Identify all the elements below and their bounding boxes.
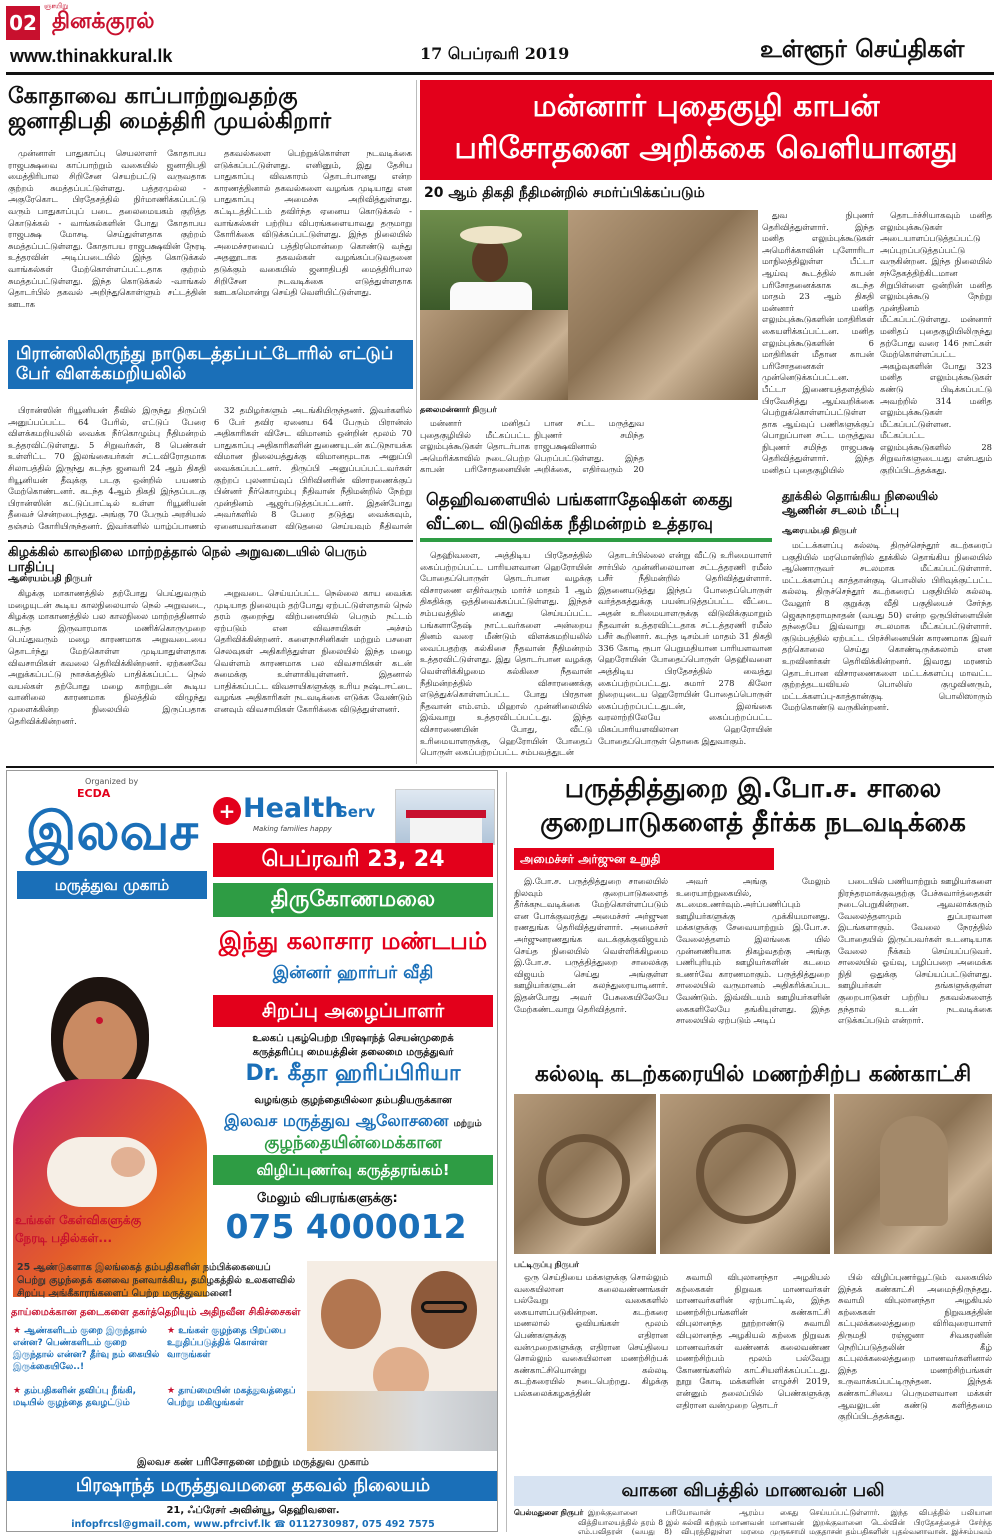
ad-offer2-row (213, 1111, 493, 1132)
story3-headline: கிழக்கில் காலநிலை மாற்றத்தால் நெல் அறுவடையில் பெரும் பாதிப்பு (8, 540, 413, 576)
ad-questions-box (7, 1209, 197, 1253)
masthead-logo (44, 2, 194, 42)
sand-byline: பட்டிருப்பு நிருபர் (514, 1260, 579, 1269)
ad-building-photo (395, 789, 495, 845)
doctor-bindi (96, 1017, 103, 1024)
dehiwala-headline-line2: வீட்டை விடுவிக்க நீதிமன்றம் உத்தரவு (426, 514, 713, 533)
ad-taglines (17, 1261, 317, 1300)
ad-offer1: வழங்கும் குழந்தையில்லா தம்பதியருக்கான (254, 1095, 452, 1106)
mannar-col1: மன்னார் மனிதப் புதைகுழியில் மீட்கப்பட்ட எலும்புக்கூடுகள் தொடர்பாக அமெரிக்காவில் நடைபெற்ற காபன் பரிசோதனையின் (420, 418, 530, 475)
hanging-headline-line2: ஆணின் சடலம் மீட்பு (782, 502, 899, 517)
star-icon: ★ (167, 1386, 179, 1396)
cotton-col2: அவர் அங்கு மேலும் உரையாற்றுகையில், கடமைஉணர்வும்.அர்ப்பணிப்பும் ஊழியர்களுக்கு முக்கியமானது. மக்களுக்கு சேவையாற்றும் இ.போ.ச. வேலைத்தளம் இலங்கை யில் முன்னணியாக திகழ்வதற்கு அங்கு பணிபுரியும் ஊழியர்களின் கடமை உணர்வே காரணமாகும். பருத்தித்துறை சாலையில் வருமானம் அதிகரிக்கப்பட வேண்டும். இவ்விடயம் ஊழியர்களின் கைகளிலேயே தங்கியுள்ளது. இந்த சாலையில் ஏற்படும் அடிப் (676, 876, 830, 1026)
story3-byline: ஆரையம்பதி நிருபர் (8, 574, 92, 584)
family-clothes (307, 1391, 497, 1451)
baby-face (111, 1147, 145, 1177)
ad-organizer-brand: ECDA (77, 787, 111, 800)
mannar-photo-wide (568, 210, 758, 400)
ad-free-sub: மருத்துவ முகாம் (17, 871, 207, 899)
ad-doctor-name: Dr. கீதா ஹரிப்பிரியா (245, 1061, 461, 1086)
masthead-rule (6, 72, 994, 75)
mannar-col-right-a: துவ நிபுணர் தெரிவித்துள்ளார். இந்த மனித எலும்புக்கூடுகள் அமெரிக்காவின் புளோரிடா மாநிலத்திலுள்ள பீட்டா ஆய்வு கூடத்தில் காபன் பரிசோதனைக்காக கடந்த மாதம் 23 ஆம் திகதி மன்னார் மனித எலும்புக்கூடுகளின் மாதிரிகள் கையளிக்கப்பட்டன. மனித எலும்புக்கூடுகளின் 6 மாதிரிகள் மீதான காபன் பரிசோதனைகள் முன்னெடுக்கப்பட்டன. பீட்டா இணையத்தளத்தில் பிரவேசித்து ஆய்வறிக்கை பெற்றுக்கொள்ளப்பட்டுள்ள தாக ஆய்வுப் பணிகளுக்குப் பொறுப்பான சட்ட மருத்துவ நிபுணர் சமிந்த ராஜபக்ஷ தெரிவித்துள்ளார். இந்த மனிதப் புதைகுழியில் (762, 210, 874, 476)
page-number: 02 (6, 6, 40, 40)
ad-family-photo (307, 1261, 497, 1451)
cotton-headline-line1: பருத்தித்துறை இ.போ.ச. சாலை (564, 774, 942, 804)
hanging-headline-line1: தூக்கில் தொங்கிய நிலையில் (782, 489, 939, 503)
star-icon: ★ (167, 1326, 179, 1336)
hanging-byline: ஆரையம்பதி நிருபர் (782, 526, 857, 535)
family-mother (321, 1279, 381, 1349)
mannar-photo (420, 210, 568, 400)
column-divider (506, 772, 507, 1532)
story2-col2: 32 தமிழர்களும் அடங்கியிருந்தனர். இவர்களில் 6 பேர் தவிர ஏனைய 64 பேரும் பிரான்ஸ் அதிகாரிகள் விசேட விமானம் ஒன்றின் மூலம் 70 பாதுகாப்பு அதிகாரிகளின் துணையுடன் கட்டுநாயக்க விமான நிலையத்துக்கு விமானமூடாக அனுப்பி வைக்கப்பட்டனர். திருப்பி அனுப்பப்பட்டவர்கள் குற்றப் புலனாய்வுப் பிரிவினரின் விசாரணைக்குப் பின்னர் நீர்கொழும்பு நீதிவான் நீதிமன்றில் நேற்று முன்தினம் ஆஜர்படுத்தப்பட்டனர். இதன்போது அவர்களில் 8 பேரை தடுத்து வைக்கவும், ஏனையவர்களை விடுதலை செய்யவும் நீதிவான் (214, 405, 412, 530)
ad-offer3: குழந்தையின்மைக்கான (264, 1133, 442, 1153)
ad-offer4: விழிப்புணர்வு கருத்தரங்கம்! (213, 1155, 493, 1185)
figure-carving (880, 1116, 948, 1226)
ad-band: தாய்மைக்கான தடைகளை தகர்த்தெறியும் அதிநவீன சிகிச்சைகள் (11, 1307, 301, 1318)
story1-headline-line1: கோதாவை காப்பாற்றுவதற்கு (8, 84, 298, 109)
portrait-shirt (450, 282, 532, 312)
star-icon: ★ (13, 1386, 25, 1396)
mannar-headline-line2: பரிசோதனை அறிக்கை வெளியானது (454, 131, 958, 166)
sand-photo-right (834, 1094, 992, 1254)
cotton-headline (514, 772, 992, 840)
ad-tagline1: 25 ஆண்டுகளாக இலங்கைத் தம்பதிகளின் நம்பிக்கையைப் (17, 1262, 271, 1273)
health-brand: Health (243, 793, 344, 824)
mannar-col-right-b: தொடர்ச்சியாகவும் மனித எலும்புக்கூடுகள் அடையாளப்படுத்தப்பட்டு அப்புறப்படுத்தப்பட்டு வருகின்றன. இந்த நிலையில் சந்தேகத்திற்கிடமான சிறுபிள்ளை ஒன்றின் மனித எலும்புக்கூடு நேற்று முன்தினம் மீட்கப்பட்டுள்ளது. மன்னார் மனிதப் புதைகுழியிலிருந்து தற்போது வரை 146 நாட்கள் மேற்கொள்ளப்பட்ட அகழ்வுகளின் போது 323 மனித எலும்புக்கூடுகள் கண்டு பிடிக்கப்பட்டு அவற்றில் 314 மனித எலும்புக்கூடுகள் மீட்கப்பட்டுள்ளன. மீட்கப்பட்ட எலும்புக்கூடுகளில் 28 சிறுவர்களுடையது என்பதும் குறிப்பிடத்தக்கது. (880, 210, 992, 476)
ad-contact[interactable]: infopfrcsl@gmail.com, www.pfrcivf.lk ☎ 0112730987, 075 492 7575 (71, 1519, 435, 1530)
dehiwala-col1: தெஹிவளை, அத்திடிய பிரதேசத்தில் கைப்பற்றப்பட்ட பாரியளவான ஹெரோயின் போதைப்பொருள் தொடர்பான வழக்கு விசாரணை எதிர்வரும் மார்ச் மாதம் 1 ஆம் திகதிக்கு ஒத்திவைக்கப்பட்டுள்ளது. இந்தச் சம்பவத்தில் கைது செய்யப்பட்ட பங்களாதேஷ் நாட்டவர்களை அன்றைய தினம் வரை மீண்டும் விளக்கமறியலில் வைப்பதற்கு கல்கிசை நீதவான் நீதிமன்றம் உத்தரவிட்டுள்ளது. இது தொடர்பான வழக்கு வெள்ளிக்கிழமை கல்கிசை நீதவான் நீதிமன்றத்தில் விசாரணைக்கு எடுத்துக்கொள்ளப்பட்ட போது பிரதான நீதவான் எம்.எம். மிஹால் முன்னிலையில் இவ்வாறு உத்தரவிடப்பட்டது. இந்த விசாரணையின் போது, வீட்டு உரிமையாளருக்கு, ஹெரோயின் போதைப் பொருள் கைப்பற்றப்பட்ட சம்பவத்துடன் (420, 550, 592, 758)
building-roof (406, 810, 486, 818)
ad-eye-camp: இலவச கண் பரிசோதனை மற்றும் மருத்துவ முகாம் (137, 1457, 369, 1468)
story2-headline: பிரான்ஸிலிருந்து நாடுகடத்தப்பட்டோரில் எட்டுப் பேர் விளக்கமறியலில் (8, 340, 413, 389)
ad-tagline2: பெற்று குழந்தைக் கனவை நனவாக்கிய, தமிழகத்தில் உலகளவில் (17, 1275, 296, 1286)
accident-byline: பெல்மதுளை நிருபர் (514, 1508, 584, 1517)
story1-col1: முன்னாள் பாதுகாப்பு செயலாளர் கோதாபய ராஜபக்ஷவை காப்பாற்றும் வகையில் ஜனாதிபதி மைத்திரிபால சிறிசேன செயற்பட்டு வருவதாக குற்றம் சுமத்தப்பட்டுள்ளது. பத்தரமுல்ல - அகுரேகொட பிரதேசத்தில் நிர்மாணிக்கப்பட்டு வரும் பாதுகாப்புப் படை தலைமையகம் குறித்த கொடுக்கல் - வாங்கல்களின் போது கோதாபய ராஜபக்ஷ மோசடி செய்துள்ளதாக குற்றம் சுமத்தப்பட்டுள்ளது. கோதாபய ராஜபக்ஷவின் நேரடி உத்தரவின் அடிப்படையில் இந்த கொடுக்கல் வாங்கல்கள் மேற்கொள்ளப்பட்டதாக குற்றம் சுமத்தப்பட்டுள்ளது. இந்த கொடுக்கல் -வாங்கல் தொடர்பில் தகவல் அறிந்துகொள்ளும் சட்டத்தின் ஊடாக (8, 148, 206, 309)
mannar-photo-grave (420, 310, 568, 400)
ad-bullet4: ★ தாய்மையின் மகத்துவத்தைப் பெற்று மகிழுங்கள் (167, 1386, 296, 1408)
dehiwala-col2: தொடர்பில்லை என்று வீட்டு உரிமையாளர் சார்பில் முன்னிலையான சட்டத்தரணி ரமீஸ் பசீர் நீதிமன்றில் தெரிவித்துள்ளார். இதனையடுத்து இந்தப் போதைப்பொருள் வர்த்தகத்துக்கு பயன்படுத்தப்பட்ட வீட்டை அதன் உரிமையாளருக்கு விடுவிக்குமாறும் நீதவான் உத்தரவிட்டதாக சட்டத்தரணி ரமீஸ் பசீர் கூறினார். கடந்த டிசம்பர் மாதம் 31 திகதி 336 கோடி ரூபா பெறுமதியான பாரியளவான ஹெரோயின் போதைப்பொருள் தெஹிவளை அத்திடிய பிரதேசத்தில் வைத்து கைப்பற்றப்பட்டது. சுமார் 278 கிலோ நிறையுடைய ஹெரோயின் போதைப்பொருள் கைப்பற்றப்பட்டதுடன், இலங்கை வரலாற்றிலேயே கைப்பற்றப்பட்ட மிகப்பாரியளவிலான ஹெரோயின் போதைப்பொருள் தொகை இதுவாகும். (598, 550, 772, 746)
health-tagline: Making families happy (253, 825, 332, 833)
health-suffix: Serv (337, 803, 376, 821)
ad-bullet1: ★ ஆண்களிடம் குறை இருந்தால் என்ன? பெண்களிடம் குறை இருந்தால் என்ன? தீர்வு நம் கையில் இருக்கையிலே..! (13, 1326, 160, 1372)
ad-doctor-desc1: உலகப் புகழ்பெற்ற பிரஷாந்த் செயன்முறைக் (252, 1033, 454, 1044)
sand-photo-left (514, 1094, 656, 1254)
health-cross-icon: + (213, 797, 241, 825)
website-url[interactable]: www.thinakkural.lk (10, 46, 173, 66)
ad-street: இன்னர் ஹார்பர் வீதி (272, 963, 434, 983)
story1-headline-line2: ஜனாதிபதி மைத்திரி முயல்கிறார் (8, 109, 332, 135)
story3-col1: கிழக்கு மாகாணத்தில் தற்போது பெய்துவரும் மழையுடன் கூடிய காலநிலையால் நெல் அறுவடை, கிழக்கு மாகாணத்தில் பல காலநிலை மாற்றத்தினால் கடந்த இருவாரமாக மணிக்கொருமுறை பெய்துவரும் மழை காரணமாக அறுவடையை தொடர்ந்து மேற்கொள்ள முடியாதுள்ளதாக விவசாயிகள் கவலை தெரிவிக்கின்றனர். ஏற்கனவே அறுக்கப்பட்டு நாசக்கத்தில் பாதிக்கப்பட்ட நெல் வயல்கள் தற்போது மழை காற்றுடன் கூடிய வானிலை காரணமாக நிலத்தில் விழுந்து முளைக்கின்ற நிலையில் இருப்பதாக தெரிவிக்கின்றனர். (8, 588, 206, 726)
sand-col3: பில் விழிப்புணர்வூட்டும் வகையில் இந்தக் கண்காட்சி அமைந்திருந்தது. சுவாமி விபுலானந்தா அழகியல் கற்கைகள் நிறுவகத்தின் கட்புலக்கலைத்துறை விரிவுரையாளர் திருமதி ரஞ்ஜனா சிவகரனின் நெறிப்படுத்தலின் கீழ் கட்புலக்கலைத்துறை மாணவர்களினால் இந்த மணற்சிற்பங்கள் உருவாக்கப்பட்டிருந்தன. இந்தக் கண்காட்சியை பெருமளவான மக்கள் ஆவலுடன் கண்டு களித்தமை குறிப்பிடத்தக்கது. (838, 1272, 992, 1422)
ad-questions2: நேரடி பதில்கள்... (15, 1231, 113, 1245)
wheel-carving (696, 1124, 796, 1224)
ad-offer2: இலவச மருத்துவ ஆலோசனை (224, 1111, 449, 1130)
mannar-subhead: 20 ஆம் திகதி நீதிமன்றில் சமர்ப்பிக்கப்படும் (424, 185, 705, 201)
ad-organizer: Organized by (85, 777, 139, 786)
ad-free-title: இலவச (25, 802, 199, 862)
mannar-photo-portrait (420, 210, 568, 310)
ad-city: திருகோணமலை (213, 883, 493, 917)
ad-info-center: பிரஷாந்த் மருத்துவமனை தகவல் நிலையம் (7, 1471, 498, 1501)
portrait-head (472, 238, 508, 282)
section-title: உள்ளூர் செய்திகள் (760, 34, 965, 63)
cotton-col1: இ.போ.ச. பருத்தித்துறை சாலையில் நிலவும் குறைபாடுகளைத் தீர்க்கநடவடிக்கை மேற்கொள்ளப்படும் என போக்குவரத்து அமைச்சர் அர்ஜுன ரணதுங்க தெரிவித்துள்ளார். அமைச்சர் அர்ஜுனரணதுங்க வடக்குக்குவிஜயம் செய்த நிலையில் வெள்ளிக்கிழமை இ.போ.ச. பருத்தித்துறை சாலைக்கு விஜயம் செய்து அங்குள்ள ஊழியர்களுடன் கலந்துரையாடினார். இதன்போது அவர் பேசுகையிலேயே மேற்கண்டவாறு தெரிவித்தார். (514, 876, 668, 1014)
ad-chief-guest: சிறப்பு அழைப்பாளர் (213, 995, 493, 1027)
cotton-headline-line2: குறைபாடுகளைத் தீர்க்க நடவடிக்கை (540, 808, 966, 838)
story2-col1: பிரான்ஸின் ரியூனியன் தீவில் இருந்து திருப்பி அனுப்பப்பட்ட 64 பேரில், எட்டுப் பேரை விளக்கமறியலில் வைக்க நீர்கொழும்பு நீதிமன்றம் உத்தரவிட்டுள்ளது. 5 சிறுவர்கள், 8 பெண்கள் உள்ளிட்ட 70 இலங்கையர்கள் சட்டவிரோதமாக சிலாபத்தில் இருந்து கடந்த ஜனவரி 24 ஆம் திகதி ரியூனியன் தீவுக்கு படகு ஒன்றில் பயணம் மேற்கொண்டனர். கடந்த 4ஆம் திகதி இந்தப்படகு பிரான்ஸின் கட்டுப்பாட்டில் உள்ள ரியூனியன் தீவைச் சென்றடைந்தது. அங்கு 70 பேரும் அரசியல் தஞ்சம் கோரியிருந்தனர். இவர்களில் யாழ்ப்பாணம் (8, 405, 206, 530)
mannar-col2: பான சட்ட மருத்துவ நிபுணர் சமிந்த ராஜபக்ஷவினால் பெறப்பட்டுள்ளது. இந்த அறிக்கை, எதிர்வரும் 20 (534, 418, 644, 475)
story3-col2: அறுவடை செய்யப்பட்ட நெல்லை காய வைக்க முடியாத நிலையும் தற்போது ஏற்பட்டுள்ளதால் நெல் தரம் குறைந்து விற்பனையில் பெரும் நட்டம் ஏற்படும் என விவசாயிகள் அச்சம் தெரிவிக்கின்றனர். களைநாசினிகள் மற்றும் பசளை செலவுகள் அதிகரித்துள்ள நிலையில் இந்த மழை வெள்ளம் காரணமாக பல விவசாயிகள் கடன் சுமைக்கு உள்ளாகியுள்ளனர். இதனால் பாதிக்கப்பட்ட விவசாயிகளுக்கு உரிய நஷ்டஈட்டை வழங்க அதிகாரிகள் நடவடிக்கை எடுக்க வேண்டும் எனவும் விவசாயிகள் கோரிக்கை விடுத்துள்ளனர். (214, 588, 412, 714)
sand-col2: சுவாமி விபுலானந்தா அழகியல் கற்கைகள் நிறுவக மாணவர்கள் மாணவர்களின் ஏற்பாட்டில், இந்த மணற்சிற்பங்களின் கண்காட்சி விபுலானந்த நூற்றாண்டு சுவாமி விபுலானந்த அழகியல் கற்கை நிறுவக மாணவர்கள் வண்ணக் கலைவண்ண மணற்சிற்பம் மூலம் பல்வேறு கோணங்களில் காட்சியளிக்கப்பட்டது. நூறு கோடி மக்களின் எழுச்சி 2019, என்னும் தலைப்பில் பெண்களுக்கு எதிரான வன்முறை தொடர் (676, 1272, 830, 1410)
story1-headline (8, 84, 413, 135)
column-divider (416, 80, 417, 764)
dehiwala-headline-line1: தெஹிவளையில் பங்களாதேஷிகள் கைது (426, 490, 733, 509)
ad-tagline3: சிறப்பு அங்கீகாரங்களைப் பெற்ற மருத்துவமனை! (17, 1288, 233, 1299)
issue-date: 17 பெப்ரவரி 2019 (420, 44, 570, 63)
ad-offer2-suffix: மற்றும் (453, 1119, 482, 1129)
story1-col2: தகவல்களை பெற்றுக்கொள்ள நடவடிக்கை எடுக்கப்பட்டுள்ளது. எனினும், இது தேசிய பாதுகாப்பு விவகாரம் தொடர்பானது என்ற காரணத்தினால் தகவல்களை வழங்க முடியாது என பாதுகாப்பு அமைச்சு அறிவித்துள்ளது. கட்டிடத்திட்டம் தவிர்ந்த ஏனைய கொடுக்கல் - வாங்கல்கள் பற்றிய விபரங்களையாவது தருமாறு கோரிக்கை விடுக்கப்பட்டுள்ளது. இந்த நிலையில் அமைச்சரவைப் பத்திரமொன்றை கொண்டு வந்து அதனூடாக தகவல்கள் வழங்கப்படுவதனை தடுக்கும் வகையில் ஜனாதிபதி மைத்திரிபால சிறிசேன நடவடிக்கை எடுத்துள்ளதாக ஊடகமொன்று செய்தி வெளியிட்டுள்ளது. (214, 148, 412, 298)
ad-phone[interactable]: 075 4000012 (225, 1207, 467, 1246)
hanging-headline (782, 490, 992, 518)
accident-col1: இறக்குவானை பரியோவான் ஆரம்ப வித்தியாலயத்தில் தரம் 8 இல் கல்வி கற்கும் மாணவன் எம்.பவிதரன் (வயது 8) விபுரத்திலுள்ள மரமை (578, 1508, 764, 1536)
accident-col2: கைது செய்யப்பட்டுள்ளார். இந்த விபத்தில் பலியான மாணவன் இறக்குவானை டெல்வின் பிரதேசத்தைச் சேர்ந்த முருகசாமி மகுதாசன் தம்பதிகளின் புதல்வனாவான். இச்சம்பவம் (770, 1508, 992, 1536)
family-glasses (421, 1301, 467, 1313)
logo-sub: ஞாயிறு (44, 2, 69, 10)
ad-doctor-desc2: கருத்தரிப்பு மையத்தின் தலைமை மருத்துவர் (252, 1047, 454, 1058)
mannar-headline-box (420, 80, 992, 180)
doctor-face (63, 1001, 137, 1087)
mannar-byline: தலைமன்னார் நிருபர் (420, 405, 497, 414)
health-logo (213, 793, 413, 833)
hanging-body: மட்டக்களப்பு கல்லடி திருச்செந்தூர் கடற்கரைப் பகுதியில் மரமொன்றில் தூக்கில் தொங்கிய நிலையில் ஆணொருவர் சடலமாக மீட்கப்பட்டுள்ளார். மட்டக்களப்பு காத்தான்குடி பொலிஸ் பிரிவுக்குட்பட்ட கல்லடி திருச்செந்தூர் கடற்கரைப் பகுதியில் கல்லடி வேலூர் 8 குறுக்கு வீதி பகுதியைச் சேர்ந்த ஜெகநாதராமநாதன் (வயது 50) என்ற ஒருபிள்ளையின் தந்தையே இவ்வாறு சடலமாக மீட்கப்பட்டுள்ளார். குடும்பத்தில் ஏற்பட்ட பிரச்சினையின் காரணமாக இவர் தற்கொலை செய்து கொண்டிருக்கலாம் என உறவினர்கள் தெரிவிக்கின்றனர். இவரது மரணம் தொடர்பான விசாரணைகளை மட்டக்களப்பு மாவட்ட குற்றத்தடயவியல் பொலிஸ் குழுவினரும், மட்டக்களப்பு-காத்தான்குடி பொலிஸாரும் மேற்கொண்டு வருகின்றனர். (782, 540, 992, 713)
sand-photo-mid (660, 1094, 830, 1254)
portrait-hat (460, 226, 522, 244)
sand-col1: ஒரு செய்தியை மக்களுக்கு சொல்லும் வகையிலான கலைவண்ணங்கள் பல்வேறு வகைகளில் கையாளப்படுகின்றன. கடற்கரை மணலால் ஓவியங்கள் மூலம் பெண்களுக்கு எதிரான வன்முறைகளுக்கு எதிரான செய்தியை சொல்லும் வகையிலான மணற்சிற்பக் கண்காட்சியொன்று கல்லடி கடற்கரையில் நடைபெற்றது. கிழக்கு பல்கலைக்கழகத்தின் (514, 1272, 668, 1398)
sand-headline: கல்லடி கடற்கரையில் மணற்சிற்ப கண்காட்சி (534, 1062, 972, 1087)
ad-questions1: உங்கள் கேள்விகளுக்கு (15, 1213, 142, 1227)
ad-venue: இந்து கலாசார மண்டபம் (213, 921, 493, 961)
cotton-col3: படையில் பணியாற்றும் ஊழியர்களை நிரந்தரமாக்குவதற்கு பேச்சுவார்த்தைகள் நடைபெறுகின்றன. ஆவலாக்கரும் வேலைத்தளமும் துப்பரவான இடங்களாகும். வேலை நேரத்தில் போதையில் இருப்பவர்கள் உடனடியாக வேலை நீக்கம் செய்யப்படுவர். சாலையில் ஓய்வு, பழிப்பறை அமைக்க நிதி ஒதுக்கு செய்யப்பட்டுள்ளது. ஊழியர்கள் தங்களுக்குள்ள குறைபாடுகள் பற்றிய தகவல்களைத் தந்தால் உடன் நடவடிக்கை எடுக்கப்படும் என்றார். (838, 876, 992, 1026)
cotton-subhead: அமைச்சர் அர்ஜுன உறுதி (514, 848, 774, 870)
ad-bullet2: ★ உங்கள் குழந்தை பிறப்பை உறுதிப்படுத்திக் கொள்ள வாருங்கள் (167, 1326, 286, 1360)
ad-more-info: மேலும் விபரங்களுக்கு: (257, 1191, 398, 1206)
dehiwala-headline-box (420, 484, 772, 542)
star-icon: ★ (13, 1326, 25, 1336)
wheel-carving (538, 1134, 630, 1226)
building-body (410, 818, 482, 844)
medical-camp-ad[interactable] (6, 770, 498, 1532)
mannar-headline-line1: மன்னார் புதைகுழி காபன் (532, 89, 880, 124)
accident-headline: வாகன விபத்தில் மாணவன் பலி (514, 1476, 992, 1506)
logo-text: தினக்குரல் (52, 8, 155, 34)
ad-dates: பெப்ரவரி 23, 24 (213, 843, 493, 877)
ad-bullet3: ★ தம்பதிகளின் தவிப்பு நீங்கி, மடியில் குழந்தை தவழட்டும் (13, 1386, 137, 1408)
row-divider (6, 766, 994, 768)
ad-address: 21, ஃப்ரேசர் அவின்யூ, தெஹிவளை. (166, 1505, 340, 1516)
